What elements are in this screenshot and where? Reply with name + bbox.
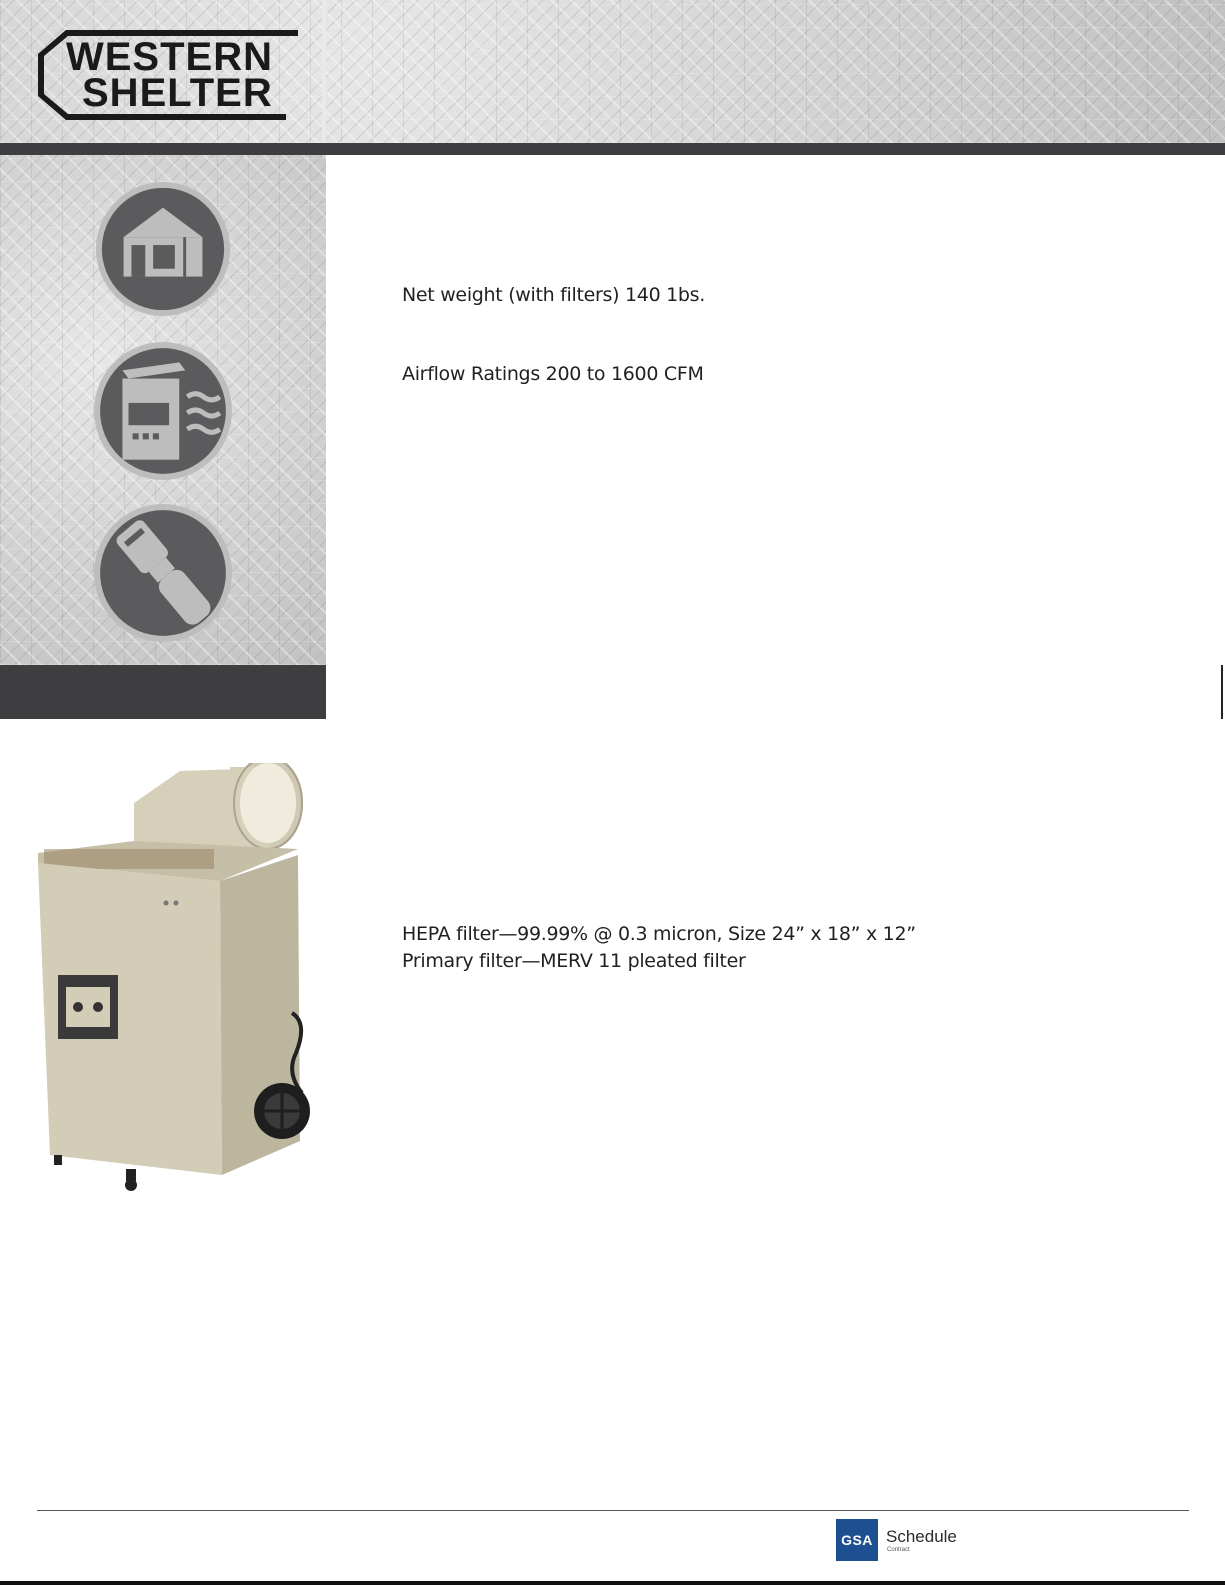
bottom-page-bar — [0, 1581, 1225, 1585]
gsa-contract-label: Contract — [887, 1547, 910, 1553]
footer-rule — [37, 1510, 1189, 1511]
air-unit-icon — [92, 340, 234, 482]
airflow-spec: Airflow Ratings 200 to 1600 CFM — [402, 363, 704, 385]
logo-line-2: SHELTER — [82, 71, 273, 115]
right-edge-line — [1221, 665, 1223, 719]
gsa-mark: GSA — [836, 1519, 878, 1561]
header-rule — [0, 143, 1225, 155]
western-shelter-logo — [36, 28, 298, 122]
logo-line-1: WESTERN — [66, 35, 273, 79]
hose-connector-icon — [92, 502, 234, 644]
hepa-filter-spec: HEPA filter—99.99% @ 0.3 micron, Size 24” x 18” x 12” — [402, 923, 916, 945]
shelter-icon — [94, 180, 232, 318]
net-weight-spec: Net weight (with filters) 140 1bs. — [402, 284, 705, 306]
sidebar-footer-band — [0, 665, 326, 719]
gsa-schedule-logo — [836, 1519, 966, 1561]
gsa-schedule-label: Schedule — [886, 1527, 957, 1546]
primary-filter-spec: Primary filter—MERV 11 pleated filter — [402, 950, 746, 972]
air-scrubber-product-photo — [30, 763, 330, 1203]
header-divider — [322, 0, 326, 143]
